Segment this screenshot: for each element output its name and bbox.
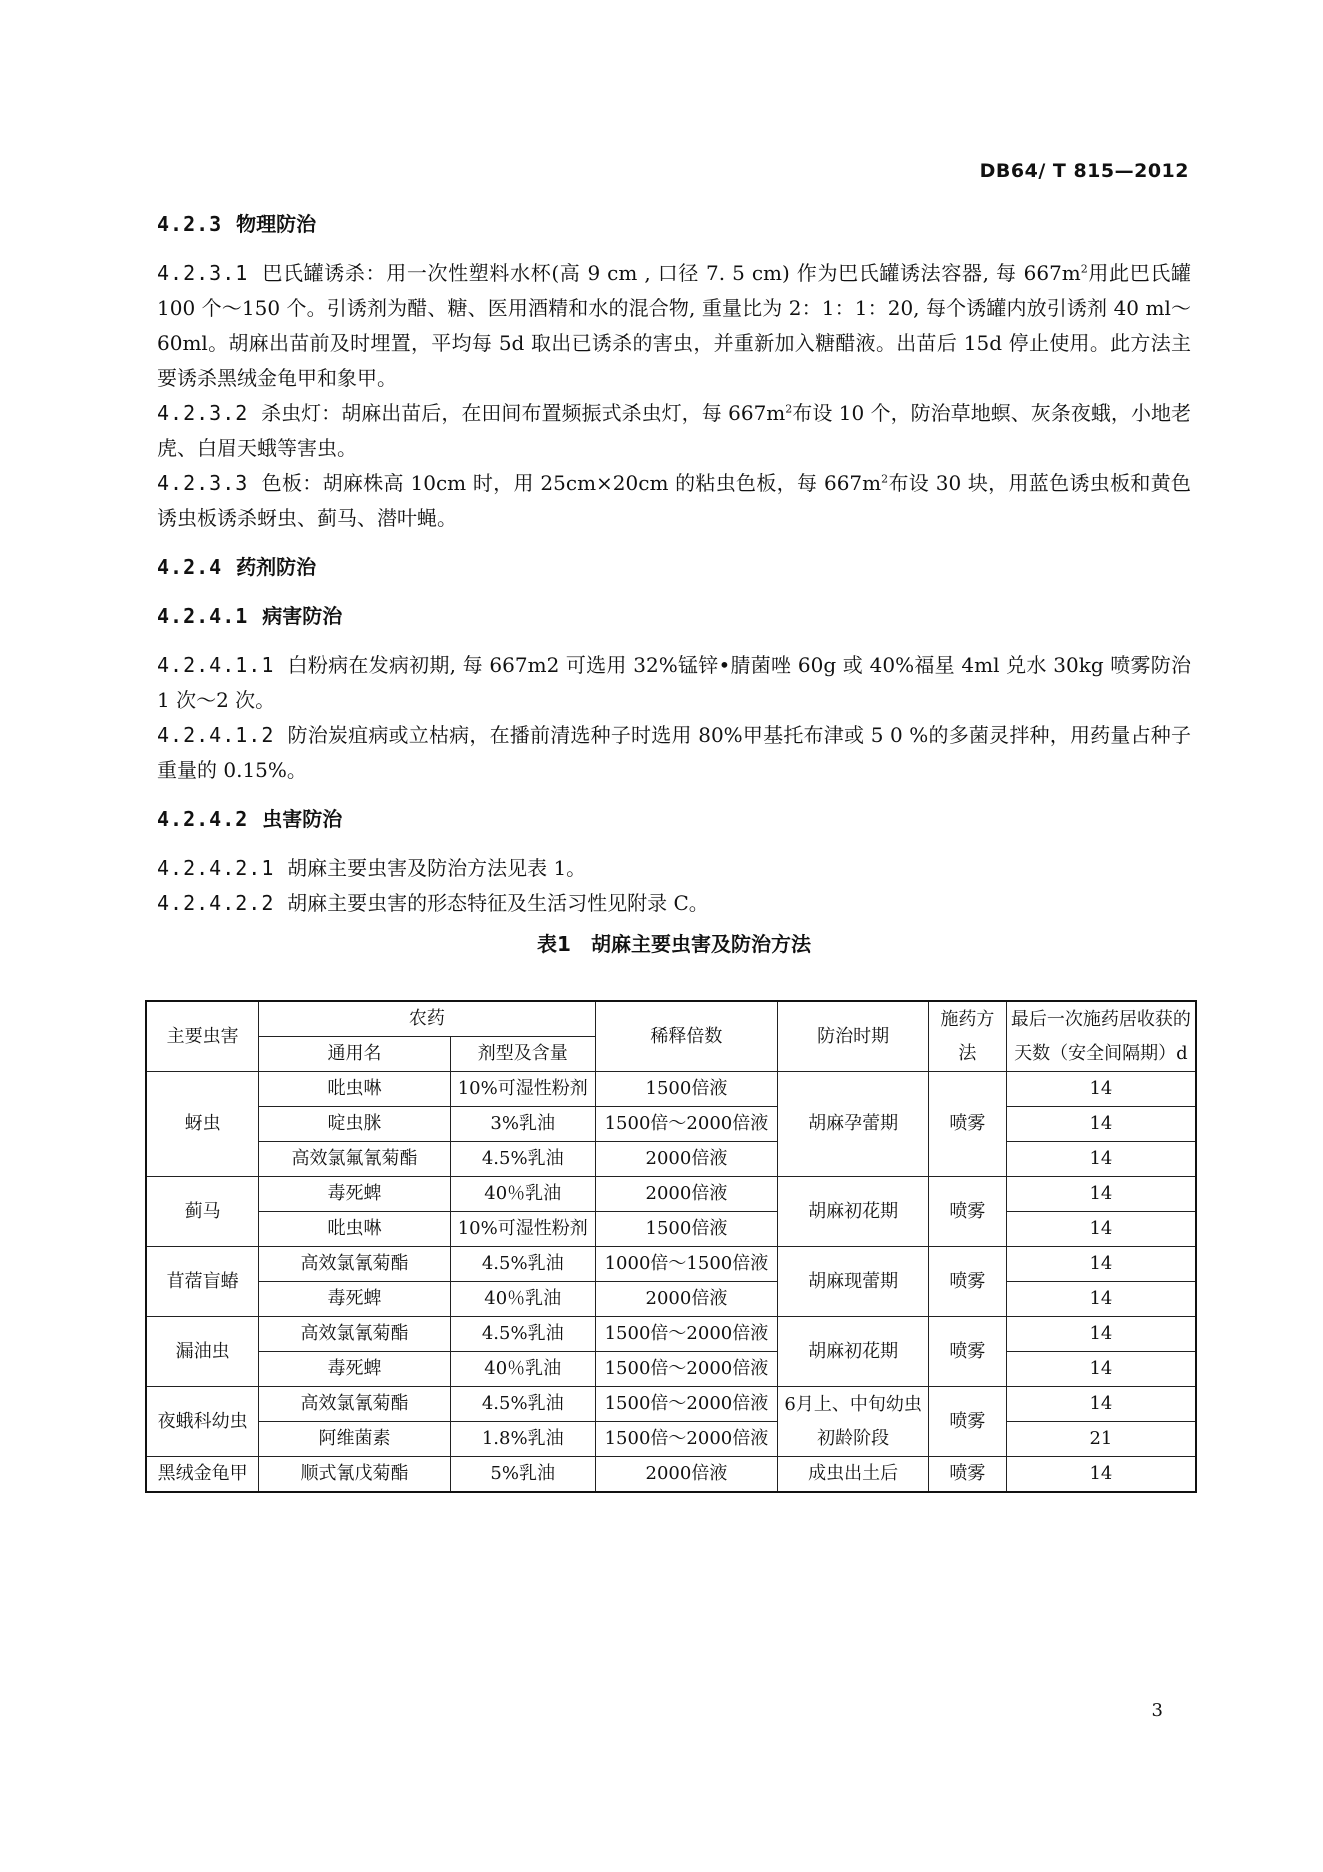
para-4-2-3-3: 4.2.3.3 色板：胡麻株高 10cm 时，用 25cm×20cm 的粘虫色板，每 $667m^2$布设 30 块，用蓝色诱虫板和黄色诱虫板诱杀蚜虫、蓟马、潜叶蝇。 — [157, 471, 1192, 530]
table-row — [146, 1387, 1196, 1422]
interval-cell: 14 — [1006, 1317, 1196, 1352]
pest-cell: 黑绒金龟甲 — [146, 1457, 259, 1493]
method-cell: 喷雾 — [928, 1072, 1006, 1177]
interval-cell: 14 — [1006, 1072, 1196, 1107]
pest-cell: 苜蓿盲蝽 — [146, 1247, 259, 1317]
interval-cell: 14 — [1006, 1457, 1196, 1493]
pest-cell: 蓟马 — [146, 1177, 259, 1247]
method-cell: 喷雾 — [928, 1387, 1006, 1457]
dilution-cell: 1500倍～2000倍液 — [595, 1387, 778, 1422]
dilution-cell: 1500倍～2000倍液 — [595, 1352, 778, 1387]
period-cell: 胡麻孕蕾期 — [778, 1072, 929, 1177]
common-name-cell: 高效氯氰菊酯 — [259, 1317, 451, 1352]
document-code: DB64/ T 815—2012 — [979, 160, 1189, 182]
para-4-2-4-2-1: 4.2.4.2.1 胡麻主要虫害及防治方法见表 1。 — [157, 856, 587, 880]
table-row — [146, 1317, 1196, 1352]
para-4-2-4-1-1: 4.2.4.1.1 白粉病在发病初期, 每 667m2 可选用 32%锰锌•腈菌唑 60g 或 40%福星 4ml 兑水 30kg 喷雾防治 1 次～2 次。 — [157, 653, 1191, 712]
interval-cell: 14 — [1006, 1212, 1196, 1247]
interval-cell: 14 — [1006, 1177, 1196, 1212]
document-body — [157, 207, 1191, 976]
common-name-cell: 高效氯氰菊酯 — [259, 1247, 451, 1282]
formulation-cell: 5%乳油 — [450, 1457, 595, 1493]
table-row — [146, 1352, 1196, 1387]
pest-control-table — [145, 1000, 1197, 1493]
dilution-cell: 1500倍～2000倍液 — [595, 1107, 778, 1142]
formulation-cell: 4.5%乳油 — [450, 1247, 595, 1282]
common-name-cell: 高效氯氰菊酯 — [259, 1387, 451, 1422]
dilution-cell: 2000倍液 — [595, 1142, 778, 1177]
common-name-cell: 阿维菌素 — [259, 1422, 451, 1457]
dilution-cell: 2000倍液 — [595, 1282, 778, 1317]
formulation-cell: 40％乳油 — [450, 1352, 595, 1387]
interval-cell: 14 — [1006, 1247, 1196, 1282]
heading-4-2-4-1: 4.2.4.1 病害防治 — [157, 604, 343, 628]
header-formulation: 剂型及含量 — [450, 1037, 595, 1072]
period-cell: 6月上、中旬幼虫初龄阶段 — [778, 1387, 929, 1457]
heading-4-2-4-2: 4.2.4.2 虫害防治 — [157, 807, 343, 831]
method-cell: 喷雾 — [928, 1177, 1006, 1247]
para-4-2-4-1-2: 4.2.4.1.2 防治炭疽病或立枯病，在播前清选种子时选用 80%甲基托布津或 5 0 %的多菌灵拌种，用药量占种子重量的 0.15%。 — [157, 723, 1191, 782]
interval-cell: 14 — [1006, 1387, 1196, 1422]
page-number: 3 — [1151, 1700, 1163, 1721]
table-row — [146, 1072, 1196, 1107]
table-row — [146, 1282, 1196, 1317]
formulation-cell: 40％乳油 — [450, 1282, 595, 1317]
table-row — [146, 1422, 1196, 1457]
common-name-cell: 毒死蜱 — [259, 1352, 451, 1387]
common-name-cell: 高效氯氟氰菊酯 — [259, 1142, 451, 1177]
header-period: 防治时期 — [778, 1001, 929, 1072]
pest-cell: 漏油虫 — [146, 1317, 259, 1387]
period-cell: 胡麻现蕾期 — [778, 1247, 929, 1317]
table-row — [146, 1247, 1196, 1282]
common-name-cell: 毒死蜱 — [259, 1282, 451, 1317]
para-4-2-3-2: 4.2.3.2 杀虫灯：胡麻出苗后，在田间布置频振式杀虫灯，每 $667m^2$布设 10 个，防治草地螟、灰条夜蛾，小地老虎、白眉天蛾等害虫。 — [157, 401, 1192, 460]
common-name-cell: 吡虫啉 — [259, 1212, 451, 1247]
dilution-cell: 1500倍液 — [595, 1212, 778, 1247]
formulation-cell: 4.5%乳油 — [450, 1387, 595, 1422]
formulation-cell: 4.5%乳油 — [450, 1142, 595, 1177]
table-row — [146, 1107, 1196, 1142]
method-cell: 喷雾 — [928, 1317, 1006, 1387]
header-method: 施药方法 — [928, 1001, 1006, 1072]
interval-cell: 14 — [1006, 1107, 1196, 1142]
header-interval: 最后一次施药居收获的天数（安全间隔期）d — [1006, 1001, 1196, 1072]
method-cell: 喷雾 — [928, 1247, 1006, 1317]
common-name-cell: 顺式氰戊菊酯 — [259, 1457, 451, 1493]
period-cell: 成虫出土后 — [778, 1457, 929, 1493]
table-row — [146, 1177, 1196, 1212]
interval-cell: 14 — [1006, 1282, 1196, 1317]
formulation-cell: 1.8%乳油 — [450, 1422, 595, 1457]
interval-cell: 21 — [1006, 1422, 1196, 1457]
table-row — [146, 1212, 1196, 1247]
formulation-cell: 10%可湿性粉剂 — [450, 1212, 595, 1247]
interval-cell: 14 — [1006, 1352, 1196, 1387]
table-row — [146, 1142, 1196, 1177]
formulation-cell: 40％乳油 — [450, 1177, 595, 1212]
interval-cell: 14 — [1006, 1142, 1196, 1177]
formulation-cell: 3%乳油 — [450, 1107, 595, 1142]
header-common-name: 通用名 — [259, 1037, 451, 1072]
header-row-1 — [146, 1001, 1196, 1037]
heading-4-2-4: 4.2.4 药剂防治 — [157, 555, 317, 579]
header-pesticide: 农药 — [259, 1001, 595, 1037]
period-cell: 胡麻初花期 — [778, 1317, 929, 1387]
formulation-cell: 10%可湿性粉剂 — [450, 1072, 595, 1107]
header-dilution: 稀释倍数 — [595, 1001, 778, 1072]
para-4-2-4-2-2: 4.2.4.2.2 胡麻主要虫害的形态特征及生活习性见附录 C。 — [157, 891, 709, 915]
dilution-cell: 2000倍液 — [595, 1177, 778, 1212]
dilution-cell: 1500倍～2000倍液 — [595, 1422, 778, 1457]
common-name-cell: 毒死蜱 — [259, 1177, 451, 1212]
method-cell: 喷雾 — [928, 1457, 1006, 1493]
table-caption: 表1 胡麻主要虫害及防治方法 — [537, 932, 811, 956]
para-4-2-3-1: 4.2.3.1 巴氏罐诱杀：用一次性塑料水杯(高 9 cm , 口径 7. 5 cm) 作为巴氏罐诱法容器, 每 $667m^2$用此巴氏罐 100 个～150 个。引诱剂为醋、糖、医用酒精和水的混合物, 重量比为 2：1：1：20, 每个诱罐内放引诱剂 40 ml～60ml。胡麻出苗前及时埋置，平均每 5d 取出已诱杀的害虫，并重新加入糖醋液。出苗后 15d 停止使用。此方法主要诱杀黑绒金龟甲和象甲。 — [157, 261, 1191, 390]
common-name-cell: 啶虫脒 — [259, 1107, 451, 1142]
dilution-cell: 2000倍液 — [595, 1457, 778, 1493]
period-cell: 胡麻初花期 — [778, 1177, 929, 1247]
header-pest: 主要虫害 — [146, 1001, 259, 1072]
pest-cell: 蚜虫 — [146, 1072, 259, 1177]
formulation-cell: 4.5%乳油 — [450, 1317, 595, 1352]
table-row — [146, 1457, 1196, 1493]
pest-cell: 夜蛾科幼虫 — [146, 1387, 259, 1457]
dilution-cell: 1500倍液 — [595, 1072, 778, 1107]
common-name-cell: 吡虫啉 — [259, 1072, 451, 1107]
dilution-cell: 1500倍～2000倍液 — [595, 1317, 778, 1352]
dilution-cell: 1000倍～1500倍液 — [595, 1247, 778, 1282]
heading-4-2-3: 4.2.3 物理防治 — [157, 212, 317, 236]
